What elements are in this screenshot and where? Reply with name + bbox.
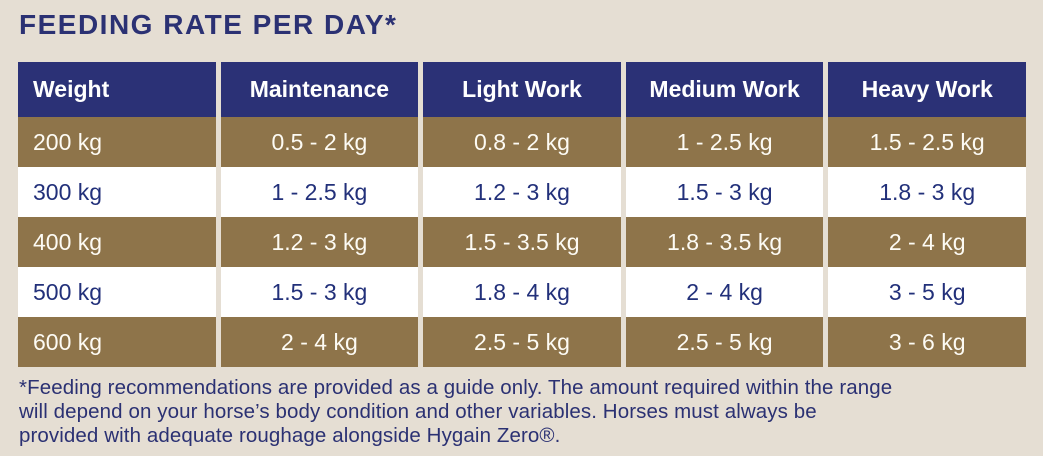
table-cell: 1.8 - 3 kg [828,167,1026,217]
table-cell: 1.2 - 3 kg [423,167,621,217]
table-cell: 0.5 - 2 kg [221,117,419,167]
footnote-line: provided with adequate roughage alongside Hygain Zero®. [19,424,561,447]
table-cell: 2.5 - 5 kg [423,317,621,367]
table-cell: 2 - 4 kg [221,317,419,367]
page-title: FEEDING RATE PER DAY* [19,9,398,40]
table-cell: 3 - 6 kg [828,317,1026,367]
table-cell: 1.8 - 3.5 kg [626,217,824,267]
column-header-heavy-work: Heavy Work [828,62,1026,117]
table-cell: 0.8 - 2 kg [423,117,621,167]
column-header-weight: Weight [18,62,216,117]
table-cell: 1.5 - 3 kg [221,267,419,317]
table-cell: 3 - 5 kg [828,267,1026,317]
feeding-rate-table [18,62,1026,367]
table-cell: 1.5 - 3.5 kg [423,217,621,267]
table-cell: 2.5 - 5 kg [626,317,824,367]
table-cell: 2 - 4 kg [828,217,1026,267]
table-cell: 1.2 - 3 kg [221,217,419,267]
column-header-light-work: Light Work [423,62,621,117]
table-cell: 1 - 2.5 kg [626,117,824,167]
column-header-medium-work: Medium Work [626,62,824,117]
table-cell: 1 - 2.5 kg [221,167,419,217]
weight-cell: 400 kg [18,217,216,267]
weight-cell: 200 kg [18,117,216,167]
footnote-line: *Feeding recommendations are provided as a guide only. The amount required within the range [19,376,893,399]
table-cell: 1.5 - 3 kg [626,167,824,217]
table-cell: 2 - 4 kg [626,267,824,317]
weight-cell: 300 kg [18,167,216,217]
table-cell: 1.5 - 2.5 kg [828,117,1026,167]
column-header-maintenance: Maintenance [221,62,419,117]
weight-cell: 600 kg [18,317,216,367]
footnote [19,376,1031,448]
footnote-line: will depend on your horse’s body condition and other variables. Horses must always be [19,400,817,423]
weight-cell: 500 kg [18,267,216,317]
table-cell: 1.8 - 4 kg [423,267,621,317]
